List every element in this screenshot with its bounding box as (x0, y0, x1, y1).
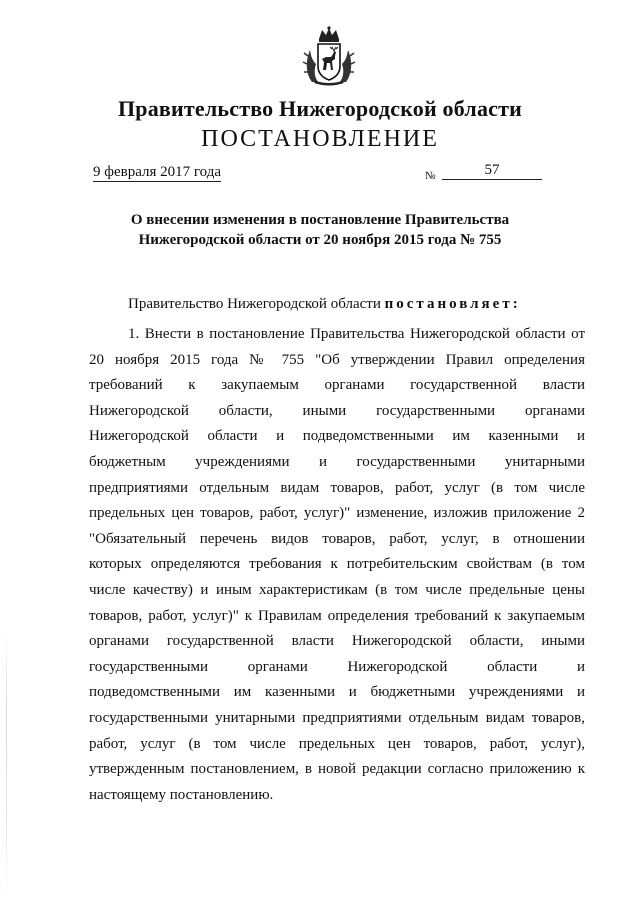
body-line: Нижегородской области, иными государственными органами (89, 402, 585, 419)
decree-intro (128, 296, 521, 313)
body-line: работ, услуг (в том числе предельных цен товаров, работ, услуг), (89, 735, 585, 752)
body-line: бюджетным учреждениями и государственными унитарными (89, 453, 585, 470)
body-line: 20 ноября 2015 года № 755 "Об утверждении Правил определения (89, 351, 585, 368)
body-line: которых определяются требования к потребительским свойствам (в том (89, 556, 585, 573)
number-sign: № (425, 170, 436, 182)
body-line: государственными унитарными предприятиями отдельным видам товаров, (89, 709, 585, 726)
nizhny-novgorod-coat-of-arms-icon (302, 26, 356, 88)
document-date: 9 февраля 2017 года (93, 164, 222, 180)
subject-line: Нижегородской области от 20 ноября 2015 года № 755 (138, 232, 502, 248)
decree-word: постановляет: (384, 296, 521, 312)
scan-edge (6, 630, 7, 900)
body-line: подведомственными им казенными и бюджетными учреждениями и (89, 684, 585, 701)
subject-line: О внесении изменения в постановление Правительства (130, 212, 510, 228)
document-subject (100, 210, 540, 250)
body-line: органами государственной власти Нижегородской области, иными (89, 633, 585, 650)
document-type: ПОСТАНОВЛЕНИЕ (201, 126, 439, 152)
body-line: утвержденным постановлением, в новой редакции согласно приложению к (89, 761, 585, 778)
government-title: Правительство Нижегородской области (117, 96, 522, 121)
document-number: 57 (442, 161, 542, 180)
body-line: числе качеству) и иным характеристикам (в том числе предельные цены (89, 581, 585, 598)
body-line: Нижегородской области и подведомственными им казенными и (89, 428, 585, 445)
body-line: "Обязательный перечень видов товаров, работ, услуг, в отношении (89, 530, 585, 547)
body-line: 1. Внести в постановление Правительства Нижегородской области от (128, 326, 585, 342)
body-line: предельных цен товаров, работ, услуг)" изменение, изложив приложение 2 (89, 505, 585, 522)
body-line: требований к закупаемым органами государственной власти (89, 377, 585, 394)
decree-body (89, 322, 585, 808)
body-line: государственными органами Нижегородской области и (89, 658, 585, 675)
body-line: товаров, работ, услуг)" к Правилам определения требований к закупаемым (89, 607, 585, 624)
body-line: предприятиями отдельным видам товаров, работ, услуг (в том числе (89, 479, 585, 496)
intro-text: Правительство Нижегородской области (128, 296, 385, 312)
body-line: настоящему постановлению. (89, 786, 274, 803)
